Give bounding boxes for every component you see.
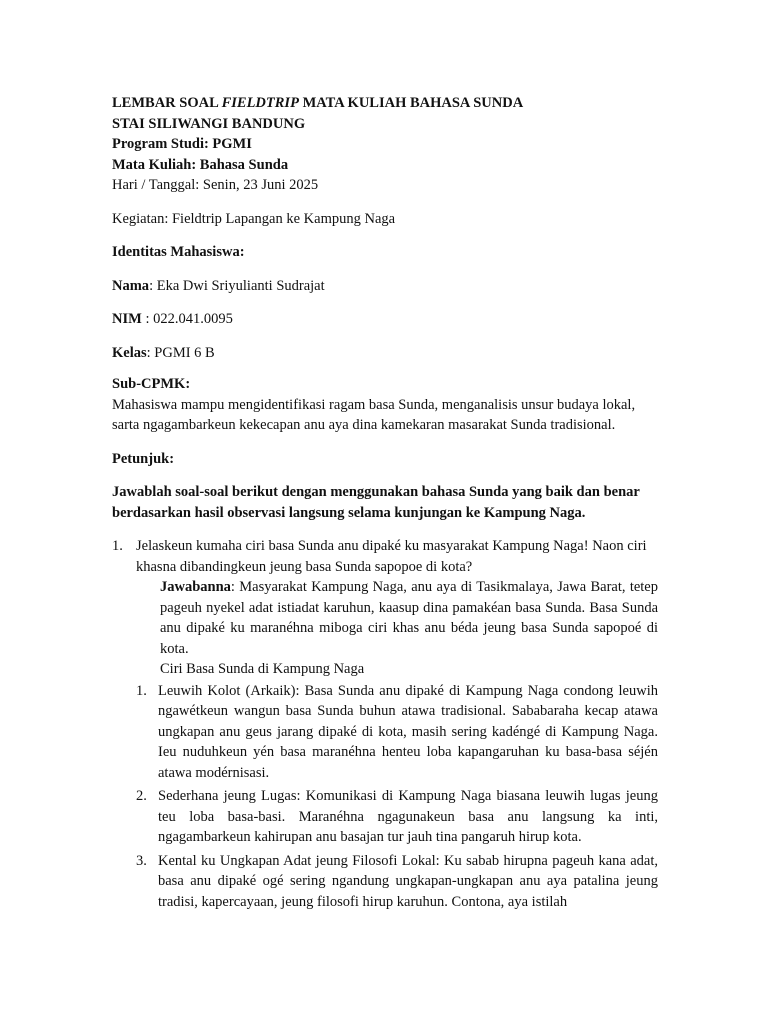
nim-label: NIM — [112, 311, 142, 327]
feature-list — [112, 681, 658, 913]
instructions-text: Jawablah soal-soal berikut dengan menggunakan bahasa Sunda yang baik dan benar berdasarkan hasil observasi langsung selama kunjungan ke Kampung Naga. — [112, 484, 640, 521]
list-item-number: 1. — [136, 682, 147, 699]
name-value: : Eka Dwi Sriyulianti Sudrajat — [149, 277, 325, 294]
list-item-text: Kental ku Ungkapan Adat jeung Filosofi Lokal: Ku sabab hirupna pageuh kana adat, basa anu dipaké ogé sering ngandung ungkapan-ungkapan anu aya patalina jeung tradisi, kapercayaan, jeung filosofi hirup karuhun. Contona, aya istilah — [158, 852, 658, 910]
class-value: : PGMI 6 B — [146, 344, 215, 361]
answer-paragraph — [112, 577, 658, 659]
nim-value: : 022.041.0095 — [141, 311, 233, 327]
class-label: Kelas — [112, 344, 147, 361]
student-name — [112, 276, 658, 297]
institution-name: STAI SILIWANGI BANDUNG — [112, 115, 306, 132]
document-title — [112, 93, 658, 114]
title-italic: FIELDTRIP — [221, 95, 299, 111]
question-text: Jelaskeun kumaha ciri basa Sunda anu dipaké ku masyarakat Kampung Naga! Naon ciri khasna dibandingkeun jeung basa Sunda sapopoe di kota? — [136, 538, 647, 575]
date-line: Hari / Tanggal: Senin, 23 Juni 2025 — [112, 177, 319, 193]
subcpmk-text: Mahasiswa mampu mengidentifikasi ragam basa Sunda, menganalisis unsur budaya lokal, sarta ngagambarkeun kekecapan anu aya dina kamekaran masarakat Sunda tradisional. — [112, 396, 636, 433]
question-item — [112, 536, 658, 577]
list-item — [136, 786, 658, 848]
question-number: 1. — [112, 538, 123, 554]
name-label: Nama — [112, 277, 150, 294]
list-item-text: Leuwih Kolot (Arkaik): Basa Sunda anu dipaké di Kampung Naga condong leuwih ngawétkeun wangun basa Sunda buhun atawa tradisional. Sababaraha kecap atawa ungkapan anu geus jarang dipaké di kota, masih sering kadéngé di Kampung Naga. Ieu nuduhkeun yén basa maranéhna henteu loba kapangaruhan ku basa-basa séjén atawa modérnisasi. — [158, 682, 658, 781]
list-item-number: 2. — [136, 788, 147, 804]
list-item — [136, 851, 658, 913]
answer-subheading: Ciri Basa Sunda di Kampung Naga — [160, 661, 365, 677]
course-name: Mata Kuliah: Bahasa Sunda — [112, 156, 289, 173]
document-page — [112, 93, 658, 913]
answer-text: : Masyarakat Kampung Naga, anu aya di Tasikmalaya, Jawa Barat, tetep pageuh nyekel adat istiadat karuhun, kaasup dina pamakéan basa Sunda. Basa Sunda anu dipaké ku maranéhna miboga ciri khas anu béda jeung basa Sunda sapopoé di kota. — [160, 579, 658, 657]
list-item-text: Sederhana jeung Lugas: Komunikasi di Kampung Naga biasana leuwih lugas jeung teu loba basa-basi. Maranéhna ngagunakeun basa anu langsung ka inti, ngagambarkeun kahirupan anu basajan tur jauh tina pangaruh hirup kota. — [158, 788, 658, 845]
student-class — [112, 343, 658, 364]
activity-line: Kegiatan: Fieldtrip Lapangan ke Kampung Naga — [112, 210, 396, 227]
title-suffix: MATA KULIAH BAHASA SUNDA — [298, 95, 524, 111]
study-program: Program Studi: PGMI — [112, 136, 252, 152]
list-item — [136, 681, 658, 784]
identity-heading: Identitas Mahasiswa: — [112, 244, 245, 260]
instructions-heading: Petunjuk: — [112, 450, 175, 467]
title-prefix: LEMBAR SOAL — [112, 95, 222, 111]
list-item-number: 3. — [136, 852, 147, 869]
answer-label: Jawabanna — [160, 579, 231, 595]
subcpmk-heading: Sub-CPMK: — [112, 376, 191, 392]
student-nim — [112, 309, 658, 330]
